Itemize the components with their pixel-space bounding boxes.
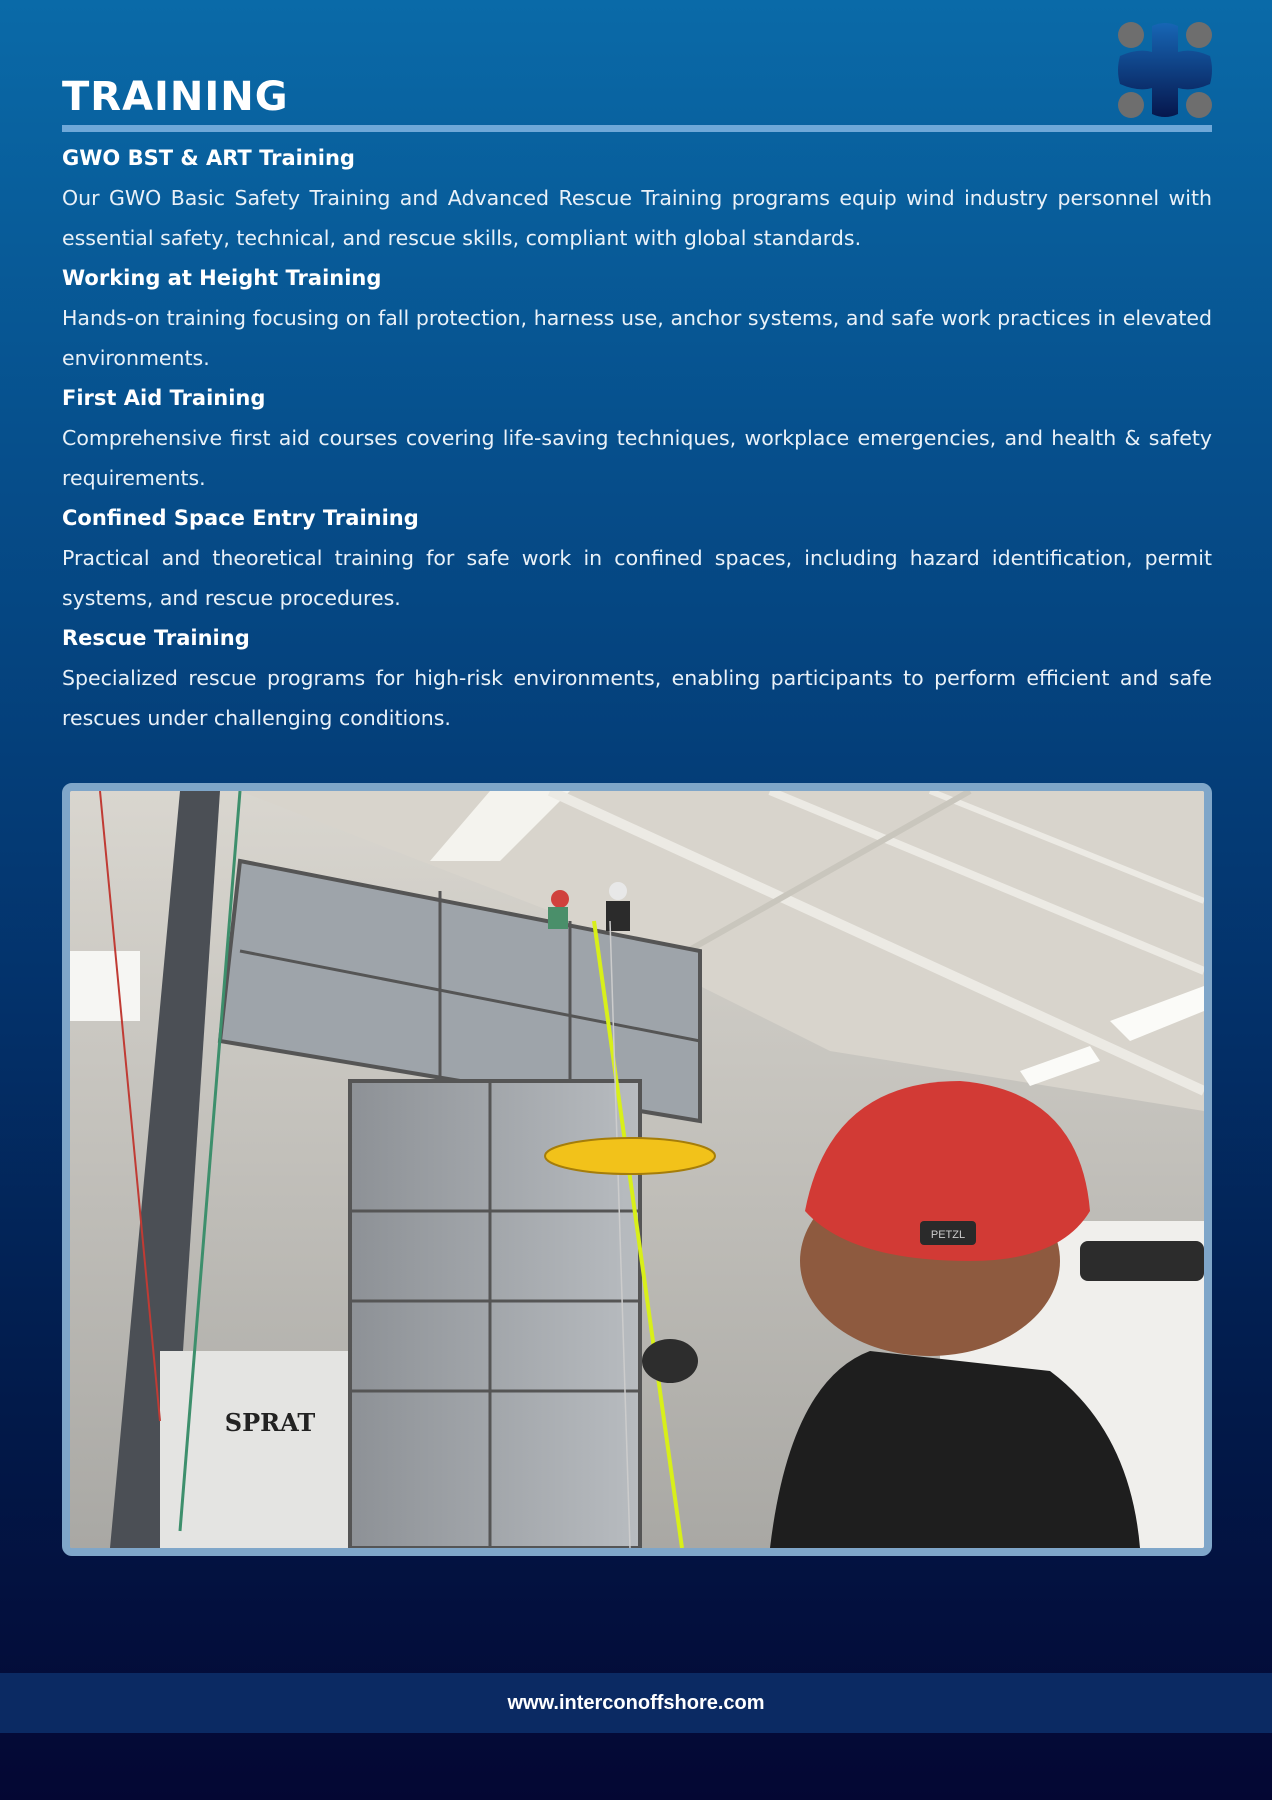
section-description: Comprehensive first aid courses covering life-saving techniques, workplace emergencies, and health & safety requirements. (62, 426, 1212, 490)
section-heading: Confined Space Entry Training (62, 506, 419, 530)
section-description: Practical and theoretical training for safe work in confined spaces, including hazard identification, permit systems, and rescue procedures. (62, 546, 1212, 610)
section-rescue (62, 618, 1212, 738)
website-link[interactable]: www.interconoffshore.com (507, 1691, 765, 1714)
section-first-aid (62, 378, 1212, 498)
section-description: Our GWO Basic Safety Training and Advanced Rescue Training programs equip wind industry personnel with essential safety, technical, and rescue skills, compliant with global standards. (62, 186, 1212, 250)
section-description: Specialized rescue programs for high-risk environments, enabling participants to perform efficient and safe rescues under challenging conditions. (62, 666, 1212, 730)
company-logo-icon (1118, 22, 1212, 118)
title-underline (62, 125, 1212, 132)
page-title: TRAINING (62, 74, 289, 120)
section-heading: GWO BST & ART Training (62, 146, 355, 170)
helmet-brand: PETZL (930, 1229, 966, 1241)
training-sections (62, 138, 1212, 738)
sprat-sign: SPRAT (224, 1408, 316, 1437)
section-working-at-height (62, 258, 1212, 378)
section-confined-space (62, 498, 1212, 618)
section-gwo (62, 138, 1212, 258)
footer-band (0, 1673, 1272, 1733)
section-heading: Working at Height Training (62, 266, 382, 290)
section-description: Hands-on training focusing on fall protection, harness use, anchor systems, and safe work practices in elevated environments. (62, 306, 1212, 370)
section-heading: Rescue Training (62, 626, 250, 650)
section-heading: First Aid Training (62, 386, 266, 410)
training-photo (62, 783, 1212, 1556)
